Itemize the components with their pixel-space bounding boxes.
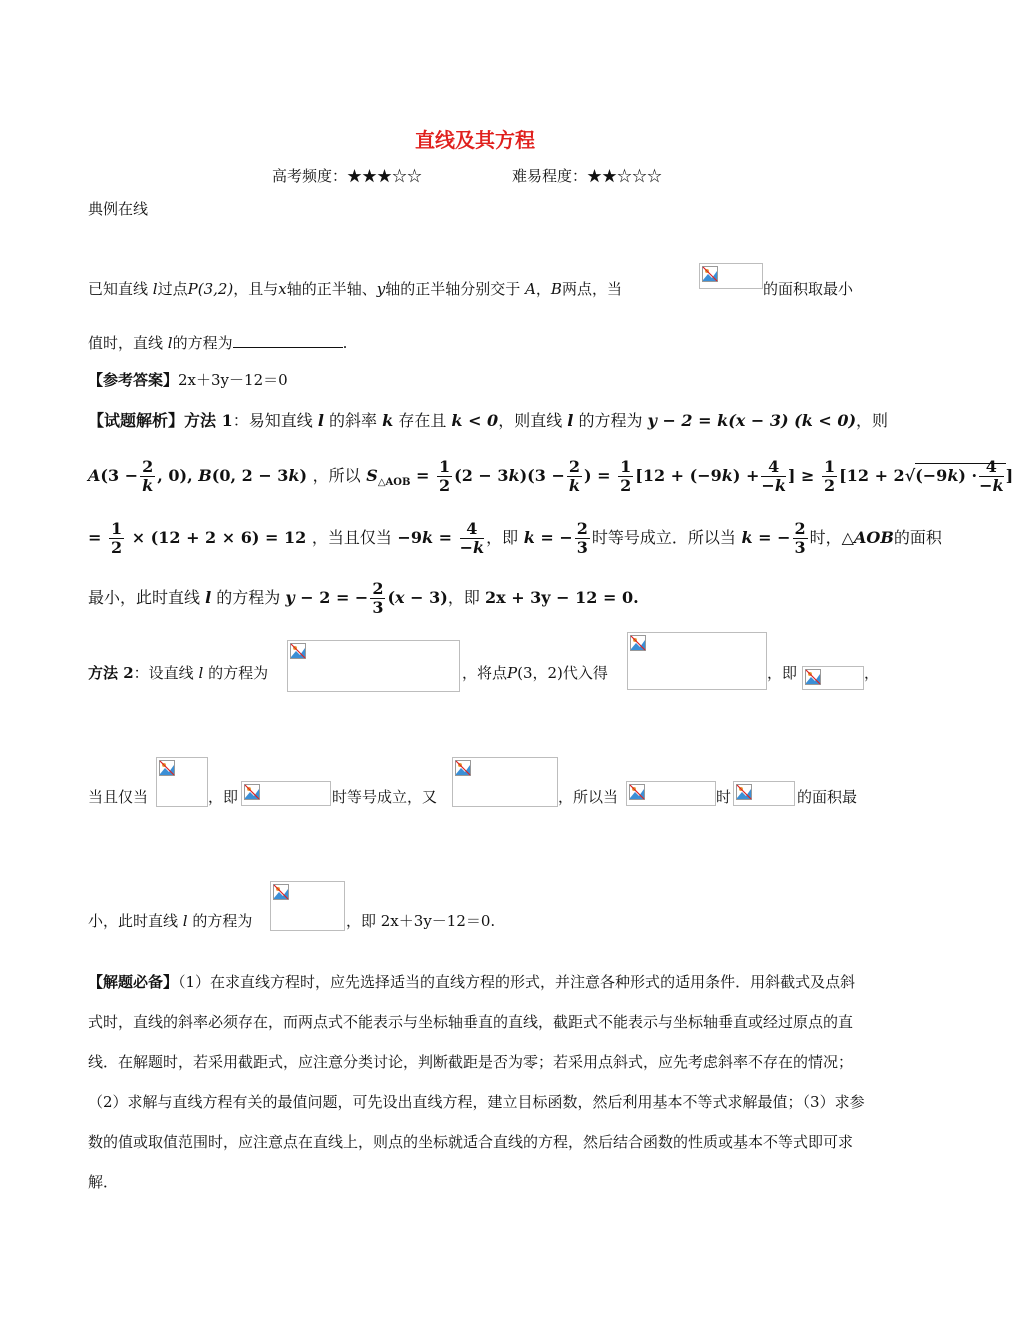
section-heading: 典例在线 [88, 200, 149, 218]
question-line-1-end: 的面积取最小 [763, 280, 854, 298]
broken-image-icon [629, 784, 645, 800]
method2-line-2-start: 当且仅当 [88, 788, 149, 806]
page-title: 直线及其方程 [415, 128, 535, 152]
difficulty-rating: 难易程度：★★☆☆☆ [512, 167, 663, 185]
analysis-line-4: 最小，此时直线 l 的方程为 y − 2 = − $\frac{2}{3}$ (x − 3)，即 2x + 3y − 12 = 0. [88, 579, 639, 617]
formula-image-placeholder [287, 640, 460, 692]
method2-line-2-shi: 时 [716, 788, 732, 806]
analysis-formula-line-3: = $\frac{1}{2}$ × (12 + 2 × 6) = 12 ，当且仅当 −9k = $\frac{4}{-k}$ ，即 k = − $\frac{2}{3}$ 时等号成立．所以当 k = − $\frac{2}{3}$ 时，△AOB的面积 [88, 519, 942, 557]
analysis-formula-line-2: A(3 − $\frac{2}{k}$ , 0), B(0, 2 − 3k) ，所以 $S_{\triangle AOB}$ = $\frac{1}{2}$ (2 − 3k)(3 − $\frac{2}{k}$ ) = $\frac{1}{2}$ [12 + (−9k) + $\frac{4}{-k}$ ] ≥ $\frac{1}{2}$ [12 + 2√(−9k) · $\frac{4}{-k}$ ] [88, 457, 1013, 495]
answer-blank [233, 333, 343, 348]
question-line-2: 值时，直线 l的方程为 . [88, 334, 348, 352]
method2-line-2-ji: ，即 [208, 788, 239, 806]
broken-image-icon [736, 784, 752, 800]
broken-image-icon [273, 884, 289, 900]
solution-tips: 【解题必备】（1）在求直线方程时，应先选择适当的直线方程的形式，并注意各种形式的适用条件．用斜截式及点斜式时，直线的斜率必须存在，而两点式不能表示与坐标轴垂直的直线，截距式不能表示与坐标轴垂直或经过原点的直线．在解题时，若采用截距式，应注意分类讨论，判断截距是否为零；若采用点斜式，应先考虑斜率不存在的情况；（2）求解与直线方程有关的最值问题，可先设出直线方程，建立目标函数，然后利用基本不等式求解最值；（3）求参数的值或取值范围时，应注意点在直线上，则点的坐标就适合直线的方程，然后结合函数的性质或基本不等式即可求解． [88, 973, 865, 1191]
frequency-rating: 高考频度：★★★☆☆ [272, 167, 423, 185]
formula-image-placeholder [699, 263, 763, 289]
analysis-line-1: 【试题解析】方法 1：易知直线 l 的斜率 k 存在且 k < 0，则直线 l 的方程为 y − 2 = k(x − 3) (k < 0)，则 [88, 411, 889, 430]
method2-line-3-start: 小，此时直线 l 的方程为 [88, 912, 253, 930]
method2-line-2-suoyi: ，所以当 [558, 788, 619, 806]
reference-answer: 【参考答案】2x＋3y－12＝0 [88, 371, 288, 389]
method2-line-1-mid: ，将点P(3，2)代入得 [462, 664, 608, 682]
formula-image-placeholder [626, 781, 716, 806]
formula-image-placeholder [802, 666, 864, 690]
broken-image-icon [244, 784, 260, 800]
broken-image-icon [805, 669, 821, 685]
broken-image-icon [630, 635, 646, 651]
broken-image-icon [290, 643, 306, 659]
method2-line-1-end: ， [864, 664, 880, 682]
formula-image-placeholder [733, 781, 795, 806]
method2-line-2-end: 的面积最 [797, 788, 858, 806]
broken-image-icon [159, 760, 175, 776]
formula-image-placeholder [452, 757, 558, 807]
method2-line-1-ji: ，即 [767, 664, 798, 682]
formula-image-placeholder [627, 632, 767, 690]
broken-image-icon [455, 760, 471, 776]
method2-line-3-end: ，即 2x＋3y－12＝0. [346, 912, 496, 930]
question-line-1: 已知直线 l过点P(3,2)，且与x轴的正半轴、y轴的正半轴分别交于 A，B两点，当 [88, 280, 622, 298]
method2-line-2-mid: 时等号成立，又 [332, 788, 438, 806]
broken-image-icon [702, 266, 718, 282]
formula-image-placeholder [156, 757, 208, 807]
method2-line-1-start: 方法 2：设直线 l 的方程为 [88, 664, 269, 682]
formula-image-placeholder [270, 881, 345, 931]
formula-image-placeholder [241, 781, 331, 806]
